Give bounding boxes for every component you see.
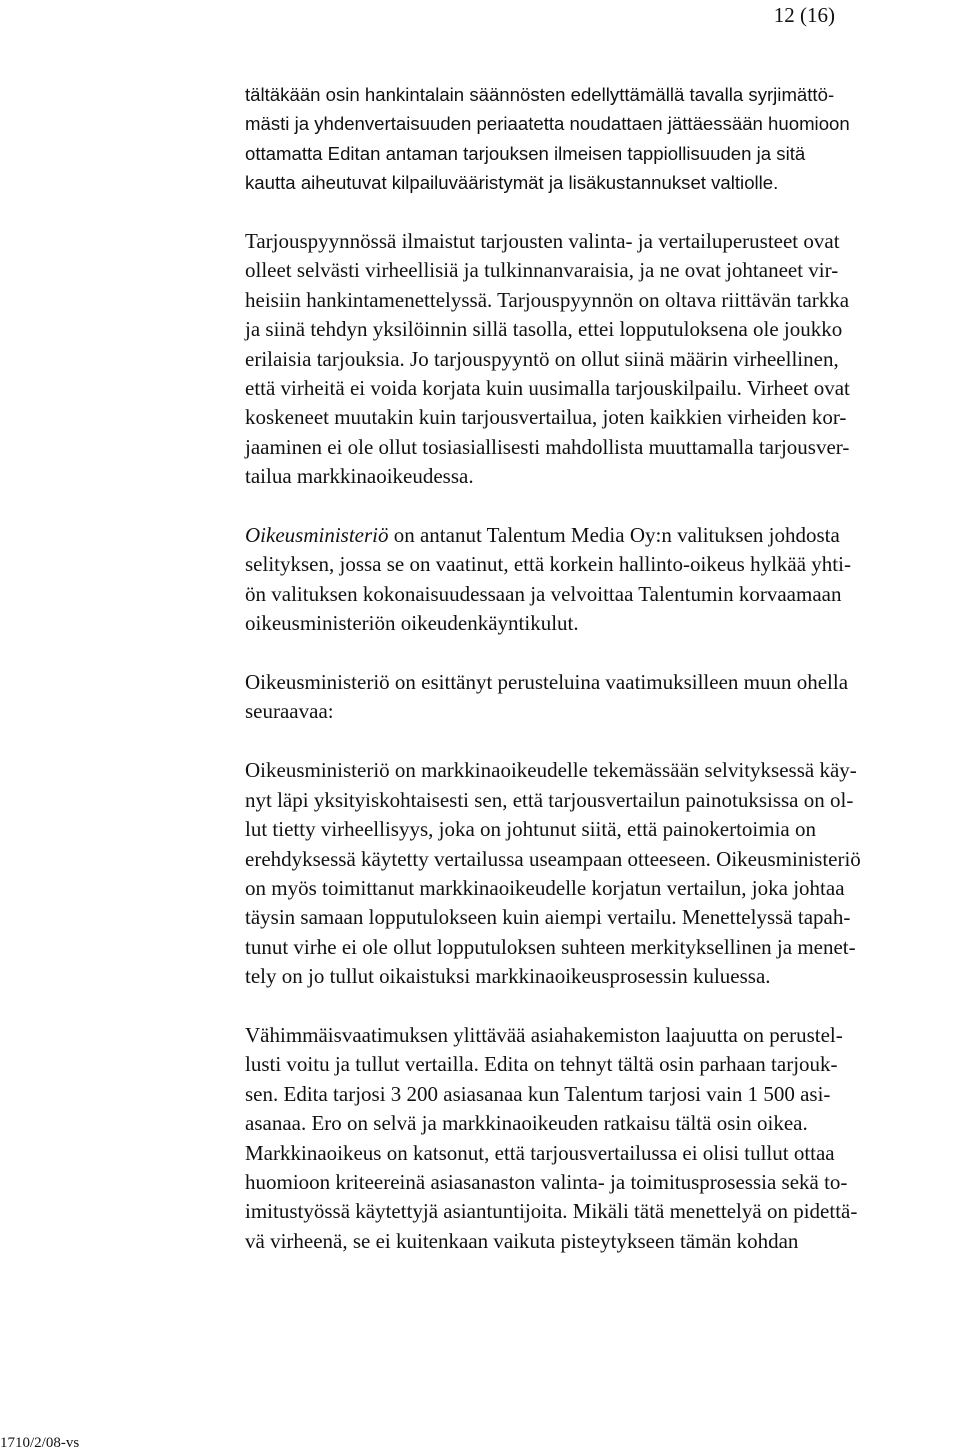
- text-line: sen. Edita tarjosi 3 200 asiasanaa kun Talentum tarjosi vain 1 500 asi-: [245, 1081, 831, 1106]
- text-line: ön valituksen kokonaisuudessaan ja velvoittaa Talentumin korvaamaan: [245, 581, 842, 606]
- paragraph-3: [245, 521, 960, 639]
- text-run: on antanut Talentum Media Oy:n valituksen johdosta: [388, 523, 840, 548]
- text-line: nyt läpi yksityiskohtaisesti sen, että tarjousvertailun painotuksissa on ol-: [245, 787, 854, 812]
- text-line: Vähimmäisvaatimuksen ylittävää asiahakemiston laajuutta on perustel-: [245, 1022, 843, 1047]
- text-line: Tarjouspyynnössä ilmaistut tarjousten valinta- ja vertailuperusteet ovat: [245, 229, 840, 254]
- text-line: Oikeusministeriö on esittänyt perusteluina vaatimuksilleen muun ohella: [245, 670, 849, 695]
- paragraph-5: [245, 756, 960, 991]
- text-line: erehdyksessä käytetty vertailussa useampaan otteeseen. Oikeusministeriö: [245, 846, 861, 871]
- text-line: [245, 521, 960, 550]
- document-reference: 1710/2/08-vs: [0, 1435, 80, 1451]
- text-line: vä virheenä, se ei kuitenkaan vaikuta pisteytykseen tämän kohdan: [245, 1228, 799, 1253]
- text-line: oikeusministeriön oikeudenkäyntikulut.: [245, 611, 579, 636]
- text-line: jaaminen ei ole ollut tosiasiallisesti mahdollista muuttamalla tarjousver-: [245, 434, 850, 459]
- text-line: kautta aiheutuvat kilpailuvääristymät ja lisäkustannukset valtiolle.: [245, 172, 779, 194]
- text-line: on myös toimittanut markkinaoikeudelle korjatun vertailun, joka johtaa: [245, 875, 845, 900]
- text-line: tältäkään osin hankintalain säännösten edellyttämällä tavalla syrjimättö-: [245, 84, 835, 105]
- text-line: ottamatta Editan antaman tarjouksen ilmeisen tappiollisuuden ja sitä: [245, 142, 806, 164]
- page-number: 12 (16): [773, 3, 835, 27]
- text-line: imitustyössä käytettyjä asiantuntijoita. Mikäli tätä menettelyä on pidettä-: [245, 1199, 858, 1224]
- text-line: seuraavaa:: [245, 699, 334, 724]
- paragraph-1: [245, 80, 960, 198]
- text-line: mästi ja yhdenvertaisuuden periaatetta noudattaen jättäessään huomioon: [245, 113, 850, 135]
- text-line: huomioon kriteereinä asiasanaston valinta- ja toimitusprosessia sekä to-: [245, 1169, 848, 1194]
- text-line: täysin samaan lopputulokseen kuin aiempi vertailu. Menettelyssä tapah-: [245, 905, 851, 930]
- text-line: erilaisia tarjouksia. Jo tarjouspyyntö on ollut siinä määrin virheellinen,: [245, 346, 839, 371]
- text-line: lusti voitu ja tullut vertailla. Edita on tehnyt tältä osin parhaan tarjouk-: [245, 1052, 838, 1077]
- text-line: tailua markkinaoikeudessa.: [245, 464, 474, 489]
- text-line: heisiin hankintamenettelyssä. Tarjouspyynnön on oltava riittävän tarkka: [245, 287, 850, 312]
- text-line: selityksen, jossa se on vaatinut, että korkein hallinto-oikeus hylkää yhti-: [245, 552, 851, 577]
- text-line: asanaa. Ero on selvä ja markkinaoikeuden ratkaisu tältä osin oikea.: [245, 1111, 808, 1136]
- text-line: koskeneet muutakin kuin tarjousvertailua, joten kaikkien virheiden kor-: [245, 405, 847, 430]
- paragraph-6: [245, 1021, 960, 1256]
- text-line: Markkinaoikeus on katsonut, että tarjousvertailussa ei olisi tullut ottaa: [245, 1140, 835, 1165]
- paragraph-4: [245, 668, 960, 727]
- text-line: tely on jo tullut oikaistuksi markkinaoikeusprosessin kuluessa.: [245, 964, 771, 989]
- paragraph-2: [245, 227, 960, 492]
- italic-party-name: Oikeusministeriö: [245, 523, 389, 548]
- text-line: olleet selvästi virheellisiä ja tulkinnanvaraisia, ja ne ovat johtaneet vir-: [245, 258, 839, 283]
- text-line: ja siinä tehdyn yksilöinnin sillä tasolla, ettei lopputuloksena ole joukko: [245, 317, 843, 342]
- text-line: että virheitä ei voida korjata kuin uusimalla tarjouskilpailu. Virheet ovat: [245, 376, 850, 401]
- text-line: lut tietty virheellisyys, joka on johtunut siitä, että painokertoimia on: [245, 817, 816, 842]
- document-body: [245, 80, 960, 1286]
- text-line: tunut virhe ei ole ollut lopputuloksen suhteen merkityksellinen ja menet-: [245, 934, 856, 959]
- text-line: Oikeusministeriö on markkinaoikeudelle tekemässään selvityksessä käy-: [245, 758, 857, 783]
